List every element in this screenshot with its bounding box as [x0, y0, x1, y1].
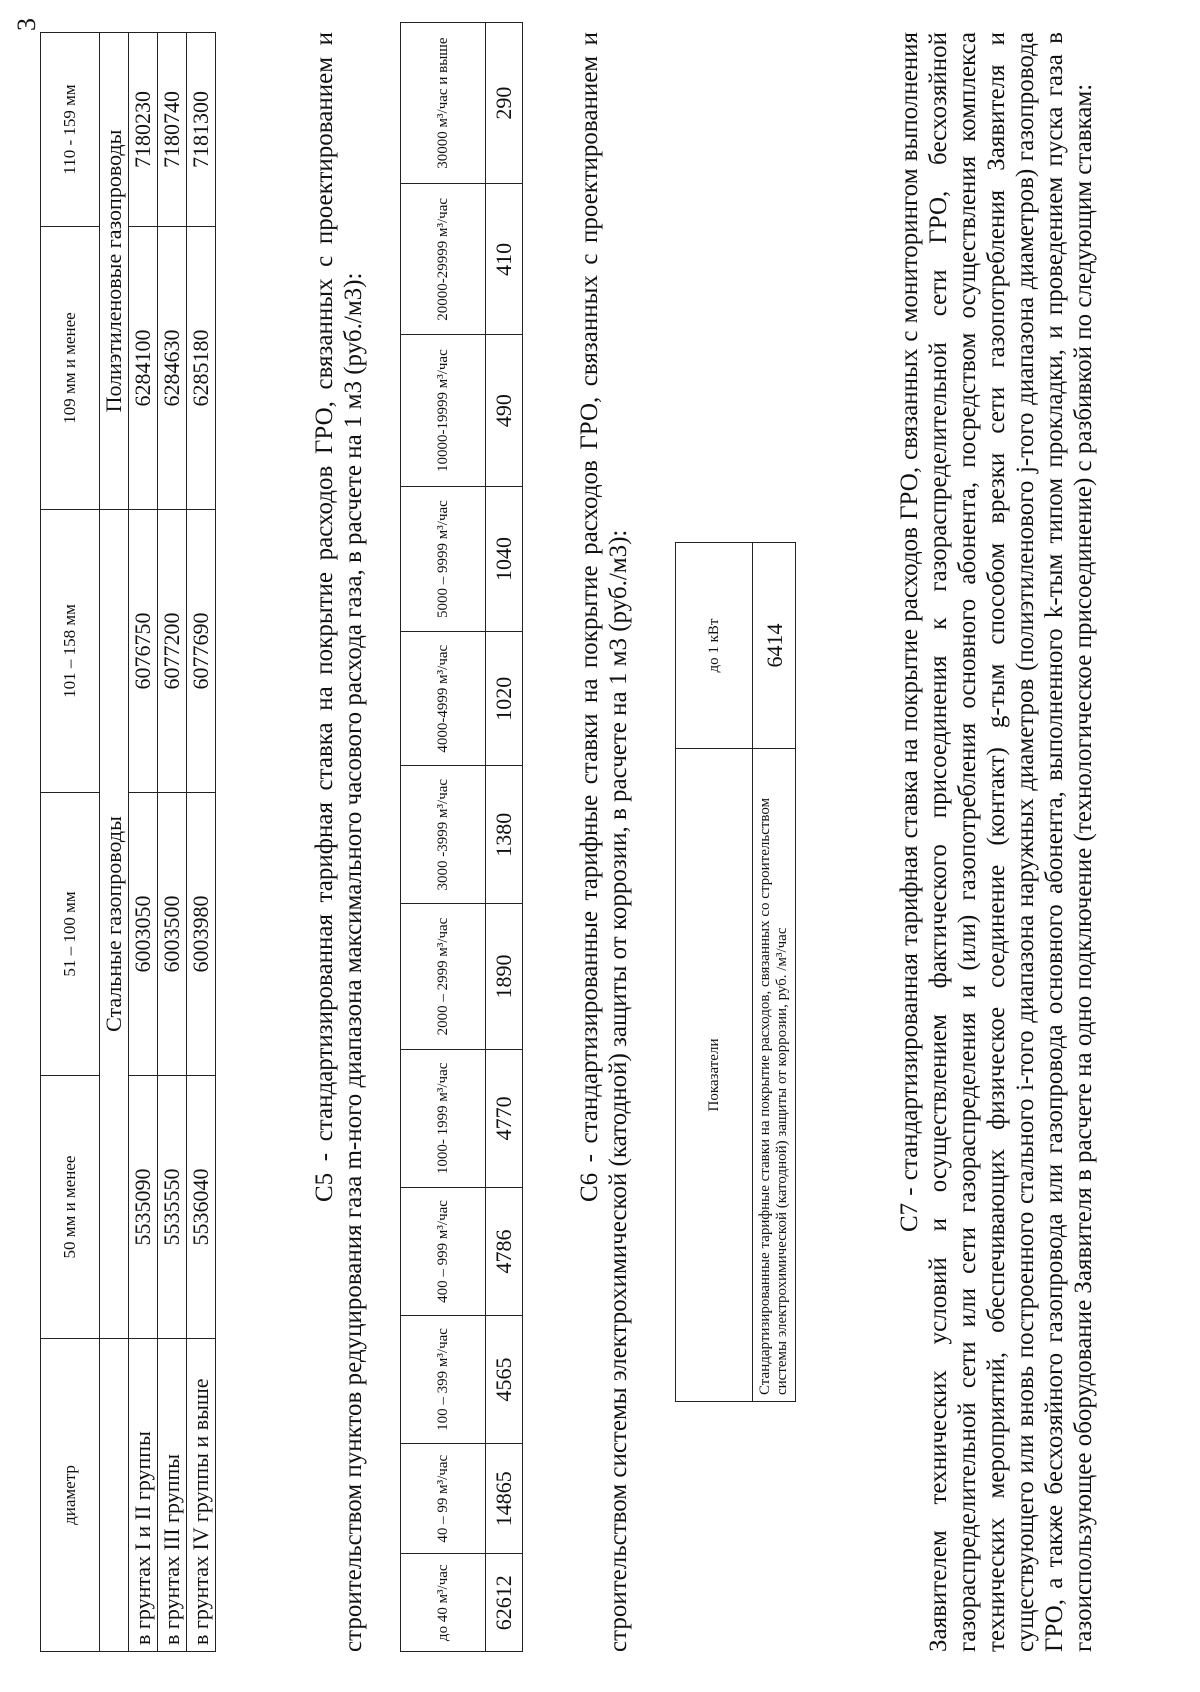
reduction-points-table — [400, 22, 523, 1652]
paragraph-c5: С5 - стандартизированная тарифная ставка на покрытие расходов ГРО, связанных с проектированием и строительством пунктов редуцирования газа m-ного диапазона максимального часового расхода газа, в расчете на 1 м3 (руб./м3): — [311, 32, 367, 1652]
header-cell: 109 мм и менее — [41, 227, 100, 510]
table-cell: 5535090 — [129, 1076, 158, 1339]
table-cell: 4786 — [486, 1187, 523, 1315]
table-header-row — [41, 33, 100, 1652]
header-cell: 100 – 399 м³/час — [401, 1315, 486, 1443]
header-cell: 51 – 100 мм — [41, 793, 100, 1076]
table-cell: 62612 — [486, 1554, 523, 1652]
table-cell: 490 — [486, 335, 523, 486]
table-cell: 6003500 — [158, 793, 187, 1076]
header-cell: 1000- 1999 м³/час — [401, 1049, 486, 1187]
table-header-row — [676, 543, 753, 1402]
table-cell: 7181300 — [187, 33, 216, 227]
header-cell: 2000 – 2999 м³/час — [401, 904, 486, 1049]
row-label: Стандартизированные тарифные ставки на покрытие расходов, связанных со строительством системы электрохимической (катодной) защиты от коррозии, руб. /м³/час — [753, 749, 796, 1402]
row-label: в грунтах IV группы и выше — [187, 1339, 216, 1652]
table-cell: 7180740 — [158, 33, 187, 227]
header-cell: до 40 м³/час — [401, 1554, 486, 1652]
header-cell: 30000 м³/час и выше — [401, 23, 486, 184]
table-cell: 1380 — [486, 766, 523, 904]
table-cell: 6414 — [753, 543, 796, 749]
header-cell: до 1 кВт — [676, 543, 753, 749]
table-cell: 6284100 — [129, 227, 158, 510]
table-subheader-row — [100, 33, 129, 1652]
header-cell: 101 – 158 мм — [41, 510, 100, 793]
steel-pipes-subheader: Стальные газопроводы — [100, 510, 129, 1339]
header-cell: 110 - 159 мм — [41, 33, 100, 227]
table-cell: 6076750 — [129, 510, 158, 793]
header-cell: 20000-29999 м³/час — [401, 184, 486, 335]
table-cell: 6003050 — [129, 793, 158, 1076]
table-cell: 1040 — [486, 486, 523, 631]
header-cell: 50 мм и менее — [41, 1076, 100, 1339]
table-cell: 6003980 — [187, 793, 216, 1076]
header-cell: Показатели — [676, 749, 753, 1402]
header-cell: 4000-4999 м³/час — [401, 632, 486, 766]
row-label: в грунтах I и II группы — [129, 1339, 158, 1652]
table-cell: 4565 — [486, 1315, 523, 1443]
table-row — [187, 33, 216, 1652]
table-cell: 6284630 — [158, 227, 187, 510]
table-header-row — [401, 23, 486, 1652]
table-cell: 5536040 — [187, 1076, 216, 1339]
header-cell: 5000 – 9999 м³/час — [401, 486, 486, 631]
table-cell: 5535550 — [158, 1076, 187, 1339]
table-cell: 1020 — [486, 632, 523, 766]
header-cell: 40 – 99 м³/час — [401, 1443, 486, 1554]
header-cell: 10000-19999 м³/час — [401, 335, 486, 486]
paragraph-c7: С7 - стандартизированная тарифная ставка на покрытие расходов ГРО, связанных с мониторингом выполнения Заявителем технических условий и осуществлением фактического присоединения к газораспределительной сети ГРО, бесхозяйной газораспределительной сети или сети газораспределения и (или) газопотребления основного абонента, посредством осуществления комплекса технических мероприятий, обеспечивающих физическое соединение (контакт) g-тым способом врезки сети газопотребления Заявителя и существующего или вновь построенного стального i-того диапазона наружных диаметров (полиэтиленового j-того диапазона диаметров) газопровода ГРО, а также бесхозяйного газопровода или газопровода основного абонента, выполненного k-тым типом прокладки, и проведением пуска газа в газоиспользующее оборудование Заявителя в расчете на одно подключение (технологическое присоединение) с разбивкой по следующим ставкам: — [896, 32, 1097, 1652]
table-cell: 7180230 — [129, 33, 158, 227]
table-row — [129, 33, 158, 1652]
table-row — [158, 33, 187, 1652]
header-cell: 400 – 999 м³/час — [401, 1187, 486, 1315]
header-cell: 3000 -3999 м³/час — [401, 766, 486, 904]
header-cell: диаметр — [41, 1339, 100, 1652]
table-cell: 290 — [486, 23, 523, 184]
table-cell: 14865 — [486, 1443, 523, 1554]
table-cell: 6077690 — [187, 510, 216, 793]
table-cell: 6285180 — [187, 227, 216, 510]
paragraph-c6: С6 - стандартизированные тарифные ставки на покрытие расходов ГРО, связанных с проектированием и строительством системы электрохимической (катодной) защиты от коррозии, в расчете на 1 м3 (руб./м3): — [576, 32, 632, 1652]
table-cell: 6077200 — [158, 510, 187, 793]
cathodic-protection-table — [675, 542, 796, 1402]
pe-pipes-subheader: Полиэтиленовые газопроводы — [100, 33, 129, 510]
table-cell: 410 — [486, 184, 523, 335]
row-label: в грунтах III группы — [158, 1339, 187, 1652]
table-cell: 1890 — [486, 904, 523, 1049]
diameter-rate-table — [40, 32, 216, 1652]
page-number: 3 — [12, 18, 41, 31]
table-row — [486, 23, 523, 1652]
table-row — [753, 543, 796, 1402]
table-cell: 4770 — [486, 1049, 523, 1187]
